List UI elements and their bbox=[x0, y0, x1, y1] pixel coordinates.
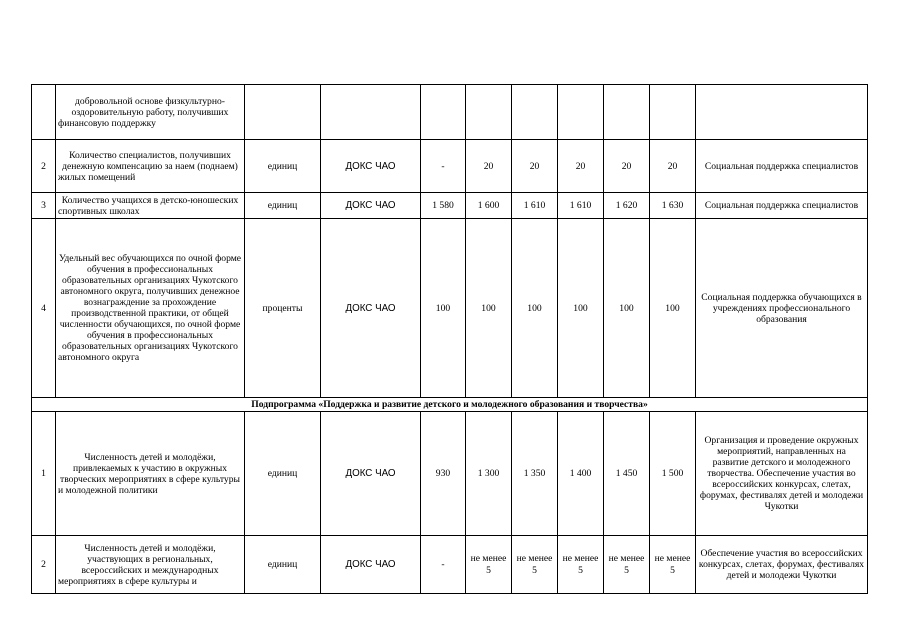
value-cell: 20 bbox=[512, 140, 558, 193]
table-row bbox=[32, 140, 868, 193]
note-cell: Организация и проведение окружных мероприятий, направленных на развитие детского и молодежного творчества. Обеспечение участия во всероссийских конкурсах, слетах, форумах, фестивалях детей и молодежи Чукотки bbox=[696, 412, 868, 536]
value-cell: не менее 5 bbox=[604, 536, 650, 594]
responsible-cell: ДОКС ЧАО bbox=[321, 536, 421, 594]
value-cell: не менее 5 bbox=[650, 536, 696, 594]
subprogram-title: Подпрограмма «Поддержка и развитие детского и молодежного образования и творчества» bbox=[32, 398, 868, 412]
value-cell: не менее 5 bbox=[466, 536, 512, 594]
indicator-name: Численность детей и молодёжи, привлекаемых к участию в окружных творческих мероприятиях в сфере культуры и молодежной политики bbox=[56, 412, 245, 536]
value-cell: 1 500 bbox=[650, 412, 696, 536]
value-cell: 1 350 bbox=[512, 412, 558, 536]
unit-cell: проценты bbox=[245, 219, 321, 398]
value-cell bbox=[650, 85, 696, 140]
responsible-cell: ДОКС ЧАО bbox=[321, 219, 421, 398]
note-cell: Социальная поддержка специалистов bbox=[696, 140, 868, 193]
value-cell: 100 bbox=[512, 219, 558, 398]
table-row bbox=[32, 219, 868, 398]
value-cell: 1 630 bbox=[650, 193, 696, 219]
unit-cell: единиц bbox=[245, 193, 321, 219]
unit-cell bbox=[245, 85, 321, 140]
responsible-cell: ДОКС ЧАО bbox=[321, 412, 421, 536]
value-cell: 930 bbox=[421, 412, 466, 536]
value-cell bbox=[421, 85, 466, 140]
value-cell: 20 bbox=[650, 140, 696, 193]
indicator-name: Количество учащихся в детско-юношеских спортивных школах bbox=[56, 193, 245, 219]
indicator-name: добровольной основе физкультурно-оздоровительную работу, получивших финансовую поддержку bbox=[56, 85, 245, 140]
value-cell: 100 bbox=[604, 219, 650, 398]
note-cell bbox=[696, 85, 868, 140]
table-row bbox=[32, 412, 868, 536]
value-cell: 1 610 bbox=[558, 193, 604, 219]
value-cell: 20 bbox=[558, 140, 604, 193]
value-cell bbox=[466, 85, 512, 140]
value-cell: 1 580 bbox=[421, 193, 466, 219]
table-row bbox=[32, 536, 868, 594]
value-cell: 1 620 bbox=[604, 193, 650, 219]
value-cell: 100 bbox=[466, 219, 512, 398]
value-cell bbox=[512, 85, 558, 140]
value-cell: не менее 5 bbox=[512, 536, 558, 594]
note-cell: Социальная поддержка обучающихся в учреждениях профессионального образования bbox=[696, 219, 868, 398]
value-cell: 1 300 bbox=[466, 412, 512, 536]
indicators-table bbox=[31, 84, 868, 594]
row-number bbox=[32, 85, 56, 140]
value-cell: - bbox=[421, 140, 466, 193]
unit-cell: единиц bbox=[245, 412, 321, 536]
value-cell: не менее 5 bbox=[558, 536, 604, 594]
value-cell: 1 400 bbox=[558, 412, 604, 536]
responsible-cell bbox=[321, 85, 421, 140]
note-cell: Социальная поддержка специалистов bbox=[696, 193, 868, 219]
value-cell: 1 450 bbox=[604, 412, 650, 536]
table-row bbox=[32, 193, 868, 219]
indicator-name: Удельный вес обучающихся по очной форме обучения в профессиональных образовательных организациях Чукотского автономного округа, получивших денежное вознаграждение за прохождение производственной практики, от общей численности обучающихся, по очной форме обучения в профессиональных образовательных организациях Чукотского автономного округа bbox=[56, 219, 245, 398]
value-cell: - bbox=[421, 536, 466, 594]
value-cell: 100 bbox=[650, 219, 696, 398]
row-number: 2 bbox=[32, 536, 56, 594]
row-number: 1 bbox=[32, 412, 56, 536]
note-cell: Обеспечение участия во всероссийских конкурсах, слетах, форумах, фестивалях детей и молодежи Чукотки bbox=[696, 536, 868, 594]
responsible-cell: ДОКС ЧАО bbox=[321, 193, 421, 219]
value-cell: 20 bbox=[466, 140, 512, 193]
value-cell: 100 bbox=[421, 219, 466, 398]
value-cell bbox=[558, 85, 604, 140]
unit-cell: единиц bbox=[245, 140, 321, 193]
value-cell: 100 bbox=[558, 219, 604, 398]
row-number: 4 bbox=[32, 219, 56, 398]
value-cell bbox=[604, 85, 650, 140]
row-number: 3 bbox=[32, 193, 56, 219]
table-row bbox=[32, 85, 868, 140]
responsible-cell: ДОКС ЧАО bbox=[321, 140, 421, 193]
value-cell: 1 600 bbox=[466, 193, 512, 219]
indicator-name: Количество специалистов, получивших денежную компенсацию за наем (поднаем) жилых помещений bbox=[56, 140, 245, 193]
indicator-name: Численность детей и молодёжи, участвующих в региональных, всероссийских и международных мероприятиях в сфере культуры и bbox=[56, 536, 245, 594]
subprogram-row bbox=[32, 398, 868, 412]
value-cell: 1 610 bbox=[512, 193, 558, 219]
value-cell: 20 bbox=[604, 140, 650, 193]
row-number: 2 bbox=[32, 140, 56, 193]
unit-cell: единиц bbox=[245, 536, 321, 594]
